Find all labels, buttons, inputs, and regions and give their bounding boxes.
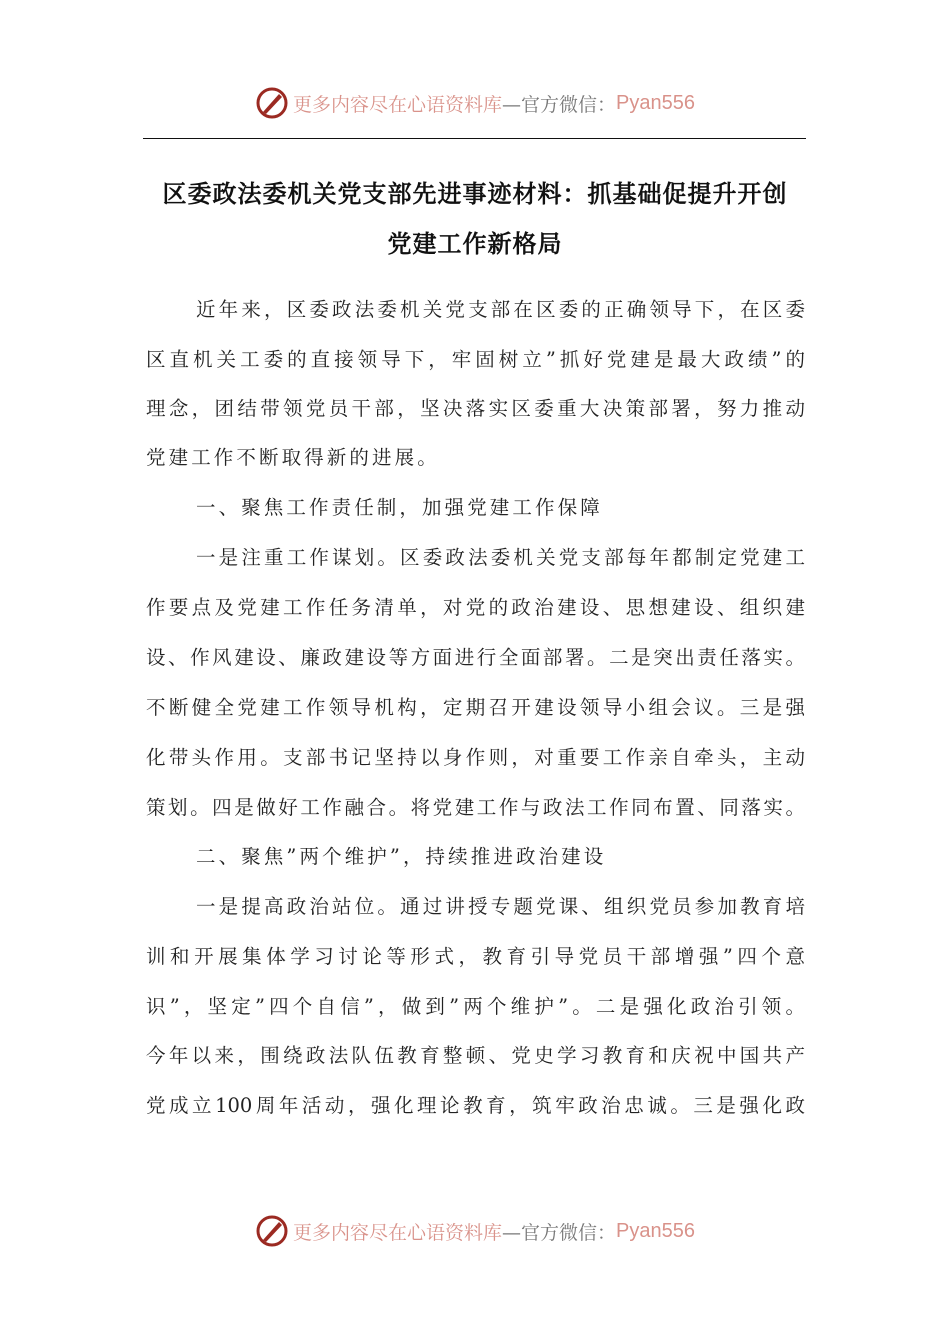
text-line: 识”，坚定”四个自信”，做到”两个维护”。二是强化政治引领。 [146, 995, 805, 1018]
pen-logo-icon [255, 86, 289, 120]
doc-title-line-1: 区委政法委机关党支部先进事迹材料：抓基础促提升开创 [162, 179, 788, 208]
text-line: 策划。四是做好工作融合。将党建工作与政法工作同布置、同落实。 [146, 796, 805, 819]
header-watermark [0, 86, 950, 120]
wechat-id: Pyan556 [616, 91, 695, 114]
text-line: 不断健全党建工作领导机构，定期召开建设领导小组会议。三是强 [146, 696, 805, 719]
text-line: 区直机关工委的直接领导下，牢固树立”抓好党建是最大政绩”的 [146, 348, 805, 371]
text-line: 今年以来，围绕政法队伍教育整顿、党史学习教育和庆祝中国共产 [146, 1044, 805, 1067]
wechat-id: Pyan556 [616, 1219, 695, 1242]
watermark-label: —官方微信： [502, 1221, 617, 1244]
text-line: 二、聚焦”两个维护”，持续推进政治建设 [196, 845, 607, 868]
watermark-label: —官方微信： [502, 93, 617, 116]
header-rule [143, 138, 806, 139]
text-line: 党成立100周年活动，强化理论教育，筑牢政治忠诚。三是强化政 [146, 1094, 805, 1117]
text-line: 一是注重工作谋划。区委政法委机关党支部每年都制定党建工 [196, 546, 805, 569]
text-line: 理念，团结带领党员干部，坚决落实区委重大决策部署，努力推动 [146, 397, 805, 420]
text-line: 党建工作不断取得新的进展。 [146, 446, 440, 469]
text-line: 训和开展集体学习讨论等形式，教育引导党员干部增强”四个意 [146, 945, 805, 968]
text-line: 作要点及党建工作任务清单，对党的政治建设、思想建设、组织建 [146, 596, 805, 619]
text-line: 一、聚焦工作责任制，加强党建工作保障 [196, 496, 603, 519]
watermark-text: 更多内容尽在心语资料库 [293, 93, 503, 116]
footer-watermark [0, 1214, 950, 1248]
text-line: 设、作风建设、廉政建设等方面进行全面部署。二是突出责任落实。 [146, 646, 805, 669]
pen-logo-icon [255, 1214, 289, 1248]
watermark-text: 更多内容尽在心语资料库 [293, 1221, 503, 1244]
text-line: 近年来，区委政法委机关党支部在区委的正确领导下，在区委 [196, 298, 805, 321]
text-line: 一是提高政治站位。通过讲授专题党课、组织党员参加教育培 [196, 895, 805, 918]
doc-title-line-2: 党建工作新格局 [387, 229, 563, 258]
text-line: 化带头作用。支部书记坚持以身作则，对重要工作亲自牵头，主动 [146, 746, 805, 769]
